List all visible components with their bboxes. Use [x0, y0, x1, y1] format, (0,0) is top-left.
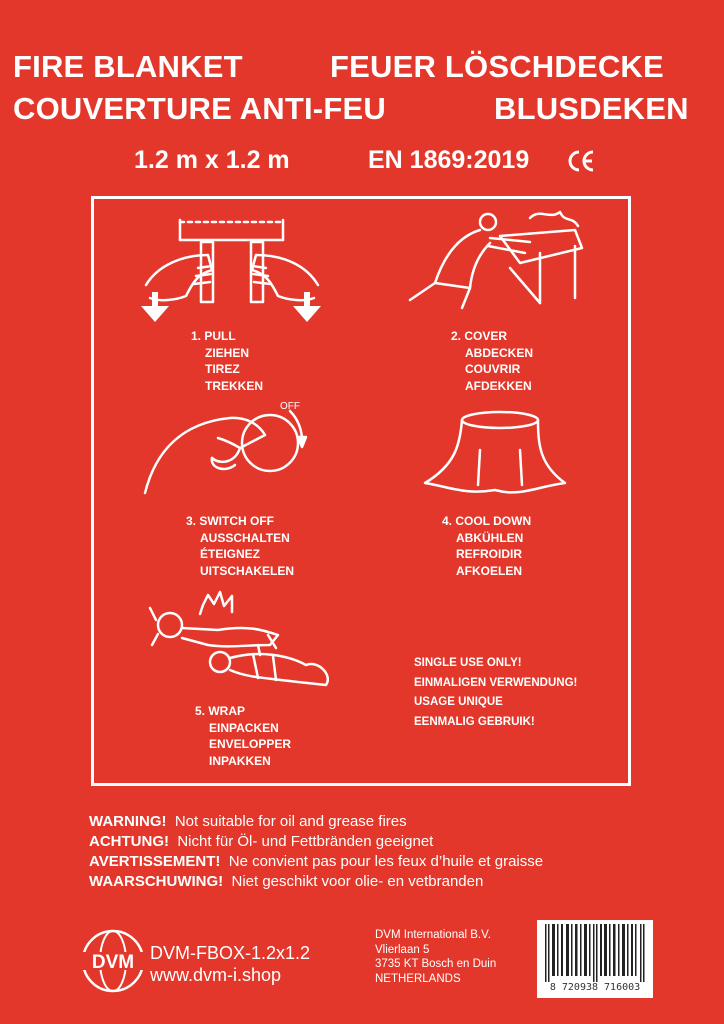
step-2-nl: AFDEKKEN [465, 378, 532, 393]
standard-number: EN 1869:2019 [368, 146, 530, 174]
warning-fr [89, 853, 543, 870]
knob-off-label: OFF [280, 401, 300, 412]
logo-text: DVM [91, 952, 135, 973]
website-link[interactable]: www.dvm-i.shop [150, 965, 282, 985]
single-use-fr: USAGE UNIQUE [414, 696, 503, 708]
product-code: DVM-FBOX-1.2x1.2 [150, 943, 311, 963]
warning-fr-label: AVERTISSEMENT! [89, 853, 221, 870]
title-dutch: BLUSDEKEN [494, 91, 689, 126]
company-country: NETHERLANDS [375, 972, 461, 985]
single-use-notice [414, 654, 577, 732]
step-1-label: 1. PULL [191, 329, 236, 343]
step-1-fr: TIREZ [205, 362, 240, 376]
company-address [375, 928, 496, 986]
step-2-label: 2. COVER [451, 329, 508, 343]
step-4-nl: AFKOELEN [456, 563, 522, 578]
step-2-de: ABDECKEN [465, 345, 534, 360]
warning-de-label: ACHTUNG! [89, 833, 169, 850]
step-5-nl: INPAKKEN [209, 753, 271, 768]
step-5-de: EINPACKEN [209, 720, 279, 735]
company-name: DVM International B.V. [375, 929, 491, 941]
warning-de [89, 833, 433, 850]
warning-nl [89, 873, 483, 890]
pull-tabs-icon [138, 210, 338, 330]
step-1-de: ZIEHEN [205, 345, 250, 360]
switch-off-knob-icon [140, 393, 320, 503]
wrap-person-icon [148, 590, 358, 700]
step-5-text [195, 703, 291, 769]
cover-pan-icon [400, 208, 595, 313]
company-city: 3735 KT Bosch en Duin [375, 958, 497, 970]
warning-en-text: Not suitable for oil and grease fires [174, 813, 407, 830]
warning-nl-label: WAARSCHUWING! [89, 873, 224, 890]
warning-de-text: Nicht für Öl- und Fettbränden geeignet [177, 833, 434, 850]
step-3-fr: ÉTEIGNEZ [200, 547, 261, 561]
ean-barcode [537, 920, 653, 998]
step-1-text [191, 328, 263, 394]
step-2-text [451, 328, 533, 394]
step-4-de: ABKÜHLEN [456, 530, 524, 545]
warning-nl-text: Niet geschikt voor olie- en vetbranden [231, 873, 484, 890]
barcode-number: 8 720938 716003 [549, 982, 641, 993]
title-english: FIRE BLANKET [13, 49, 243, 84]
dvm-globe-logo-icon [80, 928, 146, 994]
title-french: COUVERTURE ANTI-FEU [13, 91, 386, 126]
covered-pan-icon [420, 405, 570, 505]
step-4-label: 4. COOL DOWN [442, 514, 532, 528]
step-5-fr: ENVELOPPER [209, 737, 292, 751]
warning-en-label: WARNING! [89, 813, 167, 830]
company-street: Vlierlaan 5 [375, 943, 430, 956]
step-5-label: 5. WRAP [195, 704, 246, 718]
step-3-label: 3. SWITCH OFF [186, 514, 274, 528]
step-2-fr: COUVRIR [465, 362, 521, 376]
single-use-de: EINMALIGEN VERWENDUNG! [414, 676, 578, 689]
single-use-en: SINGLE USE ONLY! [414, 657, 522, 669]
step-4-text [442, 513, 531, 579]
warning-en [89, 813, 407, 830]
step-3-nl: UITSCHAKELEN [200, 563, 295, 578]
step-4-fr: REFROIDIR [456, 547, 522, 561]
single-use-nl: EENMALIG GEBRUIK! [414, 715, 535, 728]
ce-mark-icon [566, 148, 596, 174]
step-1-nl: TREKKEN [205, 378, 264, 393]
blanket-size: 1.2 m x 1.2 m [134, 146, 290, 174]
barcode-bars-icon [543, 924, 647, 982]
warning-fr-text: Ne convient pas pour les feux d’huile et graisse [228, 853, 544, 870]
title-german: FEUER LÖSCHDECKE [330, 49, 664, 84]
step-3-text [186, 513, 294, 579]
step-3-de: AUSSCHALTEN [200, 530, 290, 545]
